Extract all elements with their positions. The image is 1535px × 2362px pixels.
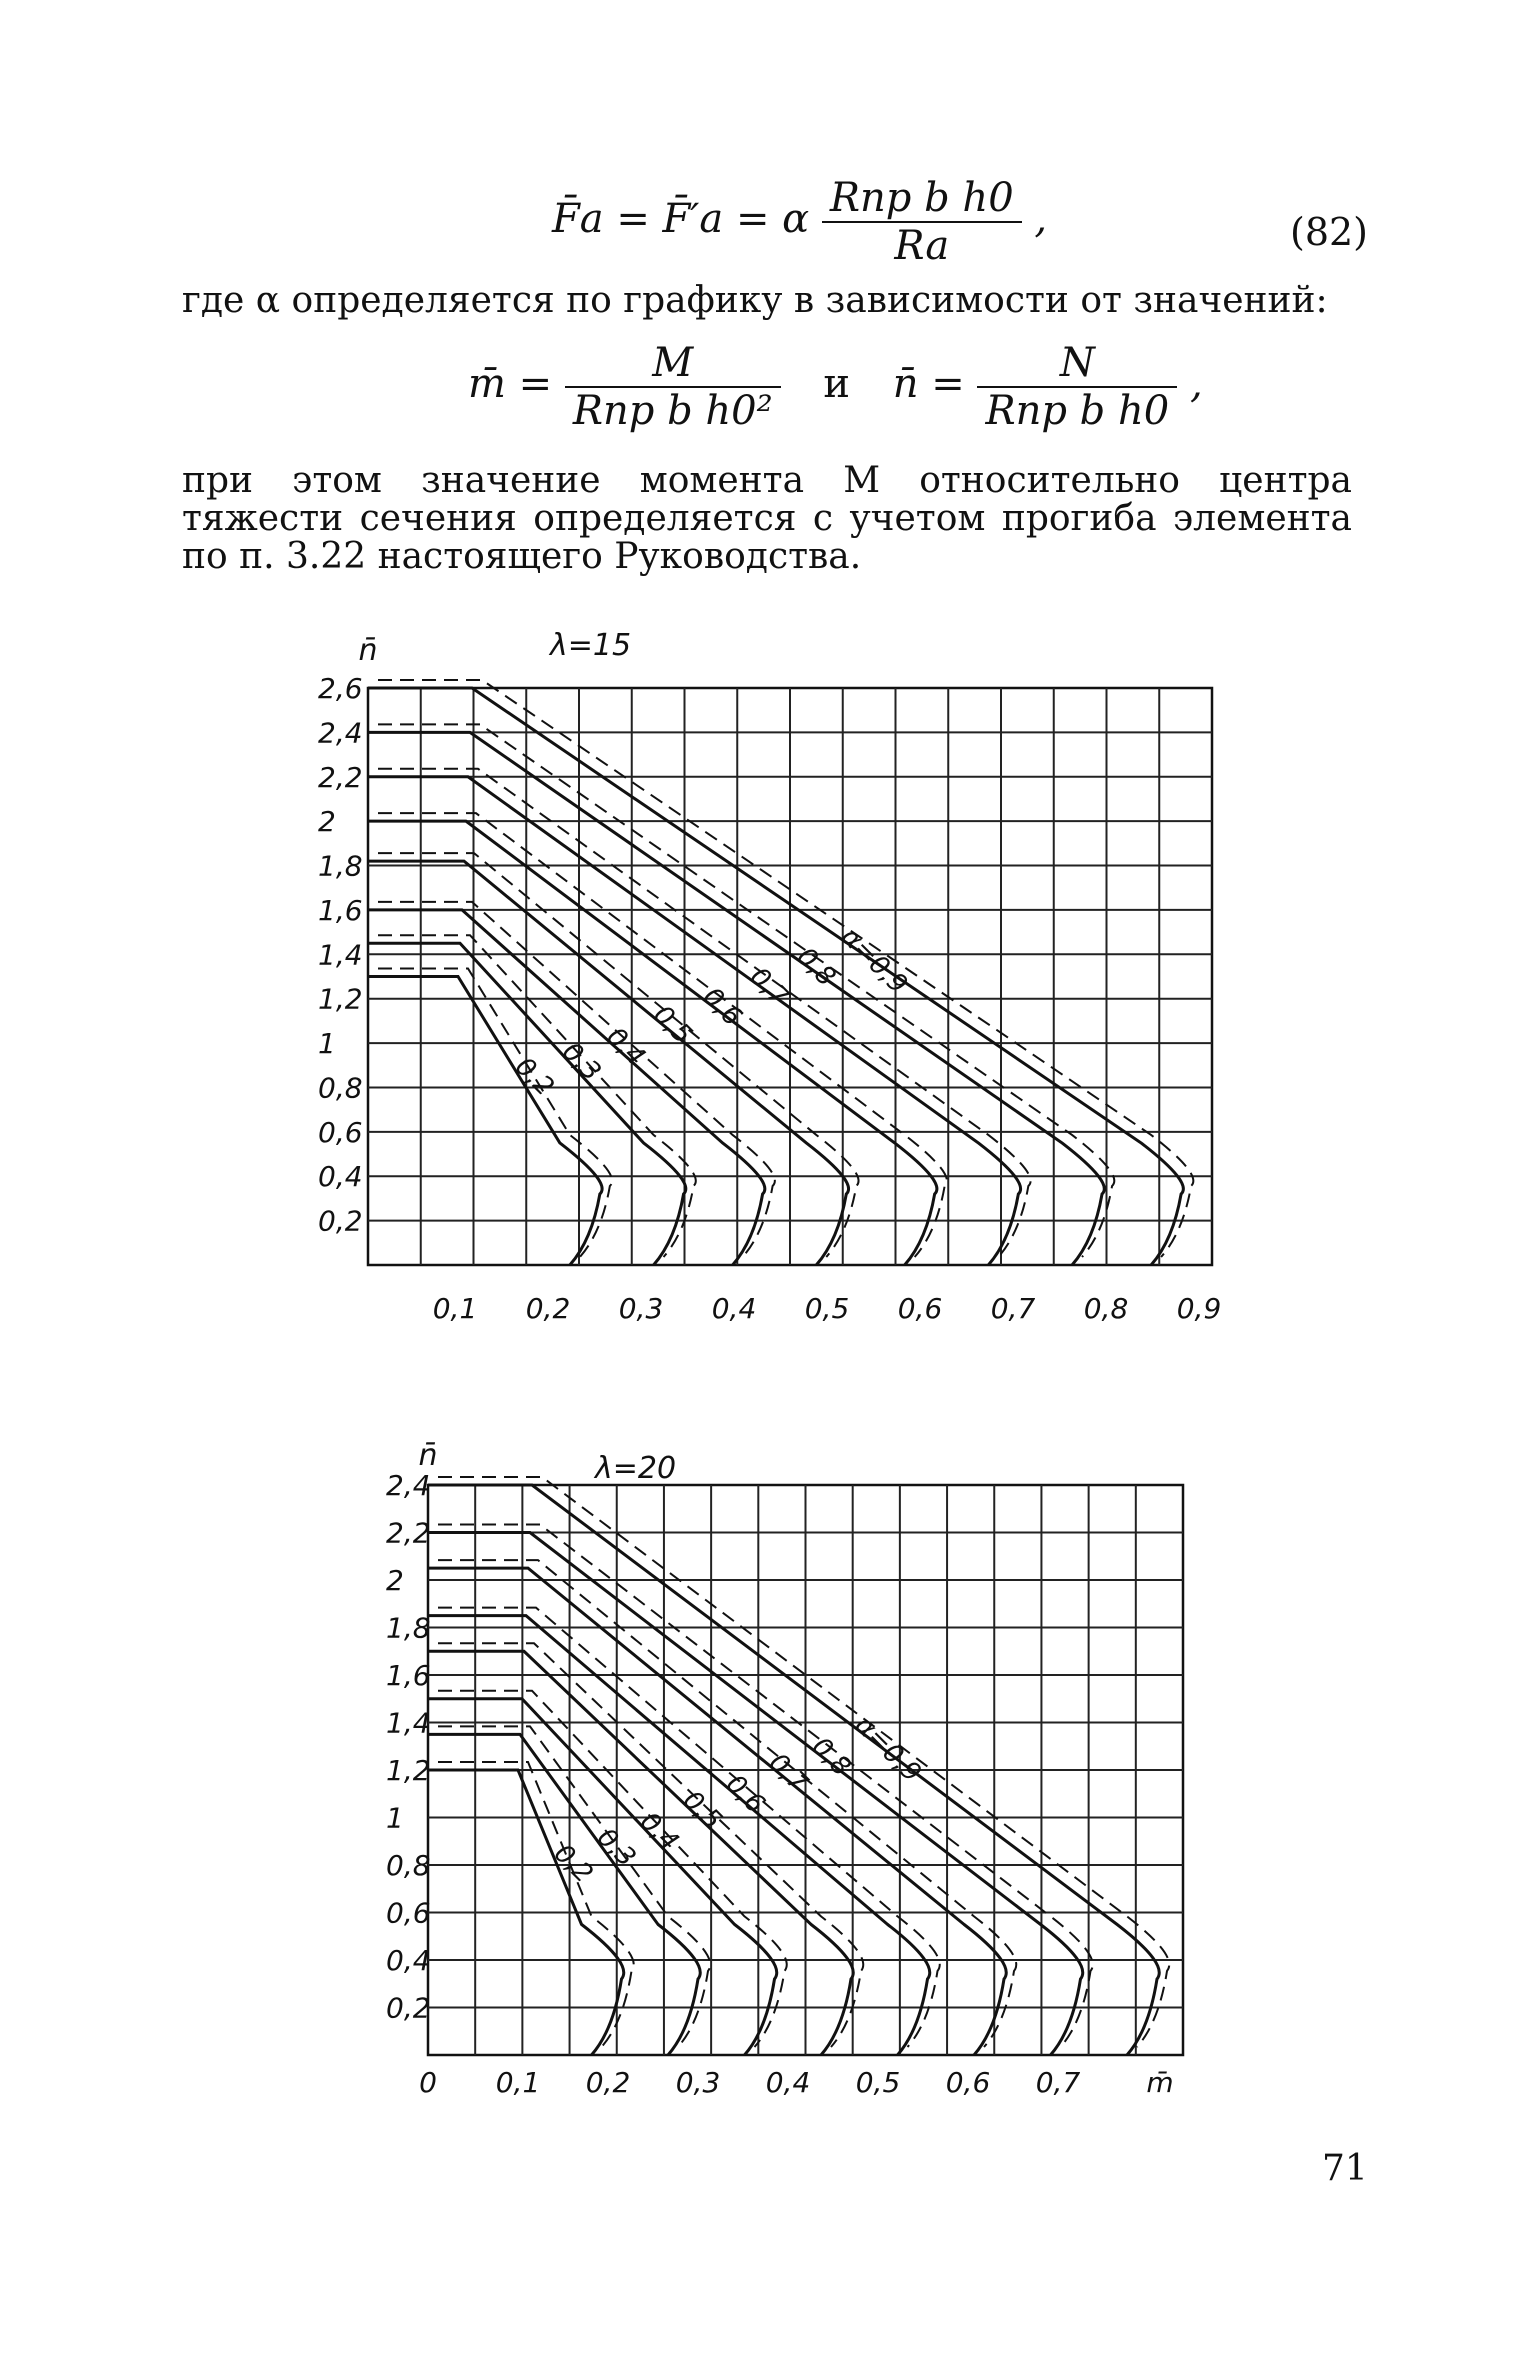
chart1-y-tick-label: 1,6	[318, 893, 363, 927]
chart2-y-tick-label: 2	[386, 1564, 404, 1597]
chart2-y-tick-label: 1,6	[386, 1659, 431, 1692]
chart1-x-tick-label: 0,6	[897, 1292, 943, 1325]
chart2-y-tick-label: 1,4	[386, 1706, 431, 1740]
chart1-y-tick-label: 1	[318, 1027, 336, 1061]
formula-82-tail: ,	[1034, 196, 1048, 242]
chart1-y-tick-label: 2,2	[318, 760, 363, 794]
chart1-curve-label: 0,7	[743, 961, 795, 1013]
paragraph-1: где α определяется по графику в зависимости от значений:	[182, 280, 1328, 321]
chart2-curve-label: 0,5	[676, 1785, 728, 1836]
chart2-x-tick-label: 0,1	[495, 2066, 541, 2099]
chart2-y-tick-label: 2,2	[386, 1516, 431, 1550]
formula-82-denominator: Ra	[894, 223, 950, 269]
chart1-x-tick-label: 0,8	[1083, 1292, 1129, 1325]
formula-and: и	[823, 361, 851, 407]
chart1-curve-label: 0,2	[509, 1051, 560, 1103]
chart2-curve-label: 0,6	[719, 1769, 771, 1820]
chart2-x-tick-label: 0,2	[585, 2066, 631, 2099]
chart2-x-tick-label: 0,4	[765, 2066, 811, 2099]
chart1-curve-alpha	[368, 977, 602, 1266]
chart1-curve-label: 0,3	[556, 1036, 607, 1088]
chart2-curve-alpha-dashed	[438, 1608, 940, 2047]
equation-number: (82)	[1290, 210, 1369, 254]
formula-82-lhs: F̄a = F̄′a = α	[552, 196, 810, 242]
chart2-curve-alpha-dashed	[438, 1691, 787, 2047]
chart2-curve-alpha-dashed	[438, 1762, 634, 2047]
chart2-title: λ=20	[595, 1451, 677, 1486]
chart2-curve-label: 0,3	[590, 1822, 642, 1874]
chart1-curve-label: 0,5	[647, 999, 698, 1051]
chart2-y-tick-label: 1,2	[386, 1754, 431, 1787]
formula-n-lhs: n̄ =	[892, 361, 965, 407]
chart2-curve-label: 0,8	[805, 1731, 857, 1783]
chart1-curve-label: 0,4	[600, 1021, 651, 1073]
chart1-y-tick-label: 2	[318, 805, 336, 839]
chart1-x-tick-label: 0,1	[432, 1292, 478, 1325]
chart1-curve-alpha	[368, 861, 849, 1265]
chart1-title: λ=15	[550, 628, 632, 663]
chart2-curve-label: 0,2	[547, 1838, 599, 1890]
chart2-curve-alpha	[428, 1699, 777, 2055]
page-number: 71	[1322, 2148, 1368, 2189]
chart1-x-tick-label: 0,3	[618, 1292, 664, 1325]
chart1-y-axis-label: n̄	[358, 633, 378, 668]
chart1-y-tick-label: 2,6	[318, 672, 363, 705]
formula-m-denominator: Rпр b h0²	[572, 388, 773, 434]
chart2-x-tick-label: 0,3	[675, 2066, 721, 2099]
chart1-curve-label: α=0,9	[835, 921, 914, 1000]
chart2-y-tick-label: 0,8	[386, 1849, 431, 1882]
formula-m-numerator: M	[565, 340, 781, 388]
chart1-x-tick-label: 0,9	[1176, 1292, 1222, 1325]
chart1-x-tick-label: 0,5	[804, 1292, 850, 1325]
chart2-curve-label: α=0,9	[848, 1710, 927, 1789]
chart2-x-tick-label: m̄	[1146, 2066, 1174, 2099]
chart2-x-tick-label: 0,6	[945, 2066, 991, 2099]
chart1-curve-label: 0,8	[790, 941, 842, 993]
paragraph-2: при этом значение момента M относительно центра тяжести сечения определяется с учетом прогиба элемента по п. 3.22 настоящего Руководства.	[182, 460, 1352, 577]
chart1-curve-label: 0,6	[696, 981, 748, 1033]
chart2-x-tick-label: 0,5	[855, 2066, 901, 2099]
chart2-curve-label: 0,4	[633, 1806, 685, 1858]
chart2-y-tick-label: 1	[386, 1801, 404, 1835]
formula-m-n-tail: ,	[1189, 361, 1203, 407]
chart2-curve-alpha-dashed	[438, 1726, 710, 2047]
chart2-curve-label: 0,7	[762, 1747, 814, 1799]
chart2-curve-alpha-dashed	[438, 1477, 1169, 2047]
formula-82-numerator: Rпр b h0	[822, 175, 1022, 223]
formula-n-denominator: Rпр b h0	[985, 388, 1170, 434]
chart1-y-tick-label: 0,8	[318, 1071, 363, 1105]
chart2-y-tick-label: 0,6	[386, 1896, 431, 1930]
chart1-y-tick-label: 0,4	[318, 1160, 363, 1194]
chart1-y-tick-label: 1,4	[318, 938, 363, 972]
chart1-y-tick-label: 0,2	[318, 1204, 363, 1238]
chart2-curve-alpha-dashed	[438, 1643, 863, 2047]
chart2-y-tick-label: 2,4	[386, 1469, 431, 1502]
chart1-x-tick-label: 0,7	[990, 1292, 1036, 1325]
chart1-x-tick-label: 0,4	[711, 1292, 757, 1325]
chart1-curve-alpha	[368, 777, 1021, 1265]
chart2-x-tick-label: 0,7	[1035, 2066, 1081, 2099]
chart2-y-tick-label: 0,2	[386, 1991, 431, 2025]
chart1-x-tick-label: 0,2	[525, 1292, 571, 1325]
chart1-curve-alpha-dashed	[378, 769, 1031, 1257]
chart2-x-tick-label: 0	[419, 2066, 437, 2099]
chart2-y-tick-label: 0,4	[386, 1944, 431, 1977]
chart1-y-tick-label: 1,8	[318, 849, 363, 883]
chart1-y-tick-label: 2,4	[318, 716, 363, 750]
formula-n-numerator: N	[977, 340, 1177, 388]
chart1-y-tick-label: 0,6	[318, 1115, 363, 1149]
formula-m-lhs: m̄ =	[468, 361, 553, 407]
chart2-y-tick-label: 1,8	[386, 1611, 431, 1645]
chart1-y-tick-label: 1,2	[318, 982, 363, 1016]
chart2-y-axis-label: n̄	[418, 1438, 438, 1473]
